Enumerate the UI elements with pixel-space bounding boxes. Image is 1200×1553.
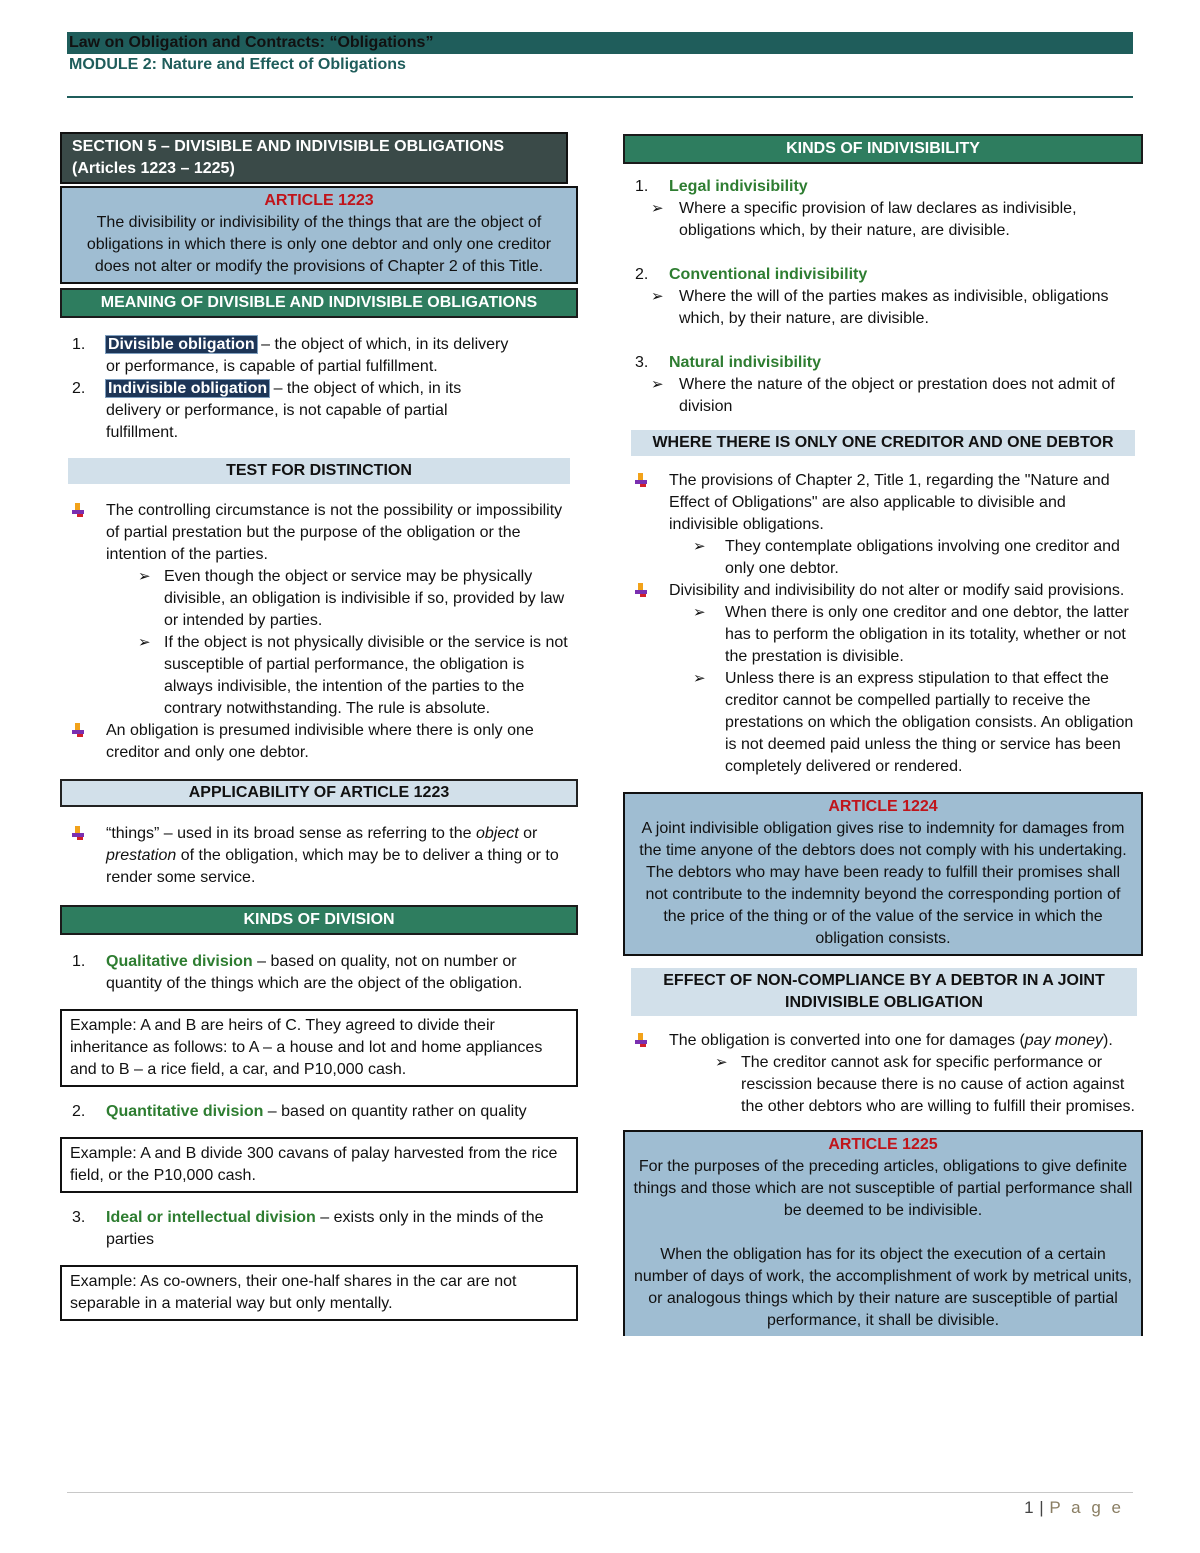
list-item <box>60 378 520 444</box>
term-definition: – the object of which, in its delivery or performance, is not capable of partial fulfillment. <box>106 380 462 441</box>
bullet-text: The controlling circumstance is not the possibility or impossibility of partial prestation but the purpose of the obligation or the intention of the parties. <box>106 502 563 563</box>
colored-bullet-icon <box>72 503 84 517</box>
colored-bullet-icon <box>635 583 647 597</box>
bullet-item <box>623 580 1135 602</box>
term-green: Qualitative division <box>106 953 253 970</box>
sub-bullet-text: Where the will of the parties makes as indivisible, obligations which, by their nature, are divisible. <box>679 288 1109 327</box>
term-green: Ideal or intellectual division <box>106 1209 316 1226</box>
bullet-text: The provisions of Chapter 2, Title 1, regarding the "Nature and Effect of Obligations" are also applicable to divisible and indivisible obligations. <box>669 472 1110 533</box>
list-item <box>623 264 1133 330</box>
list-item <box>60 1207 570 1251</box>
article-1225-title: ARTICLE 1225 <box>828 1136 938 1153</box>
sub-bullet-text: Where the nature of the object or prestation does not admit of division <box>679 376 1115 415</box>
applic-text: of the obligation, which may be to deliver a thing or to render some service. <box>106 847 559 886</box>
page-footer <box>1024 1497 1124 1519</box>
term-green: Natural indivisibility <box>669 354 822 371</box>
item-number: 2. <box>635 266 649 283</box>
section-title <box>60 132 568 184</box>
sub-bullet-item <box>60 566 570 632</box>
kinds-indivisibility-heading: KINDS OF INDIVISIBILITY <box>623 134 1143 164</box>
term-green: Quantitative division <box>106 1103 264 1120</box>
sub-bullet-text: The creditor cannot ask for specific performance or rescission because there is no cause of action against the other debtors who are willing to fulfill their promises. <box>741 1054 1135 1115</box>
left-column <box>60 132 578 1321</box>
sub-bullet-item <box>623 286 1133 330</box>
bullet-text: An obligation is presumed indivisible where there is only one creditor and only one debtor. <box>106 722 534 761</box>
header-module: MODULE 2: Nature and Effect of Obligations <box>69 56 406 73</box>
test-heading: TEST FOR DISTINCTION <box>68 458 570 484</box>
colored-bullet-icon <box>635 1033 647 1047</box>
article-1223-box <box>60 186 578 284</box>
footer-divider <box>67 1492 1133 1493</box>
bullet-item <box>60 720 570 764</box>
term-definition: – based on quality, not on number or quantity of the things which are the object of the obligation. <box>106 953 523 992</box>
effect-content <box>623 1030 1135 1118</box>
indivisibility-list <box>623 176 1133 418</box>
bullet-item <box>623 470 1135 536</box>
division-list <box>60 1101 570 1123</box>
sub-bullet-text: Where a specific provision of law declares as indivisible, obligations which, by their nature, are divisible. <box>679 200 1077 239</box>
example-box: Example: A and B are heirs of C. They agreed to divide their inheritance as follows: to A – a house and lot and home appliances and to B – a rice field, a car, and P10,000 cash. <box>60 1009 578 1087</box>
item-number: 1. <box>72 953 86 970</box>
applic-emphasis: prestation <box>106 847 177 864</box>
sub-bullet-item <box>623 198 1133 242</box>
term-definition: – based on quantity rather on quality <box>263 1103 527 1120</box>
list-item <box>60 334 520 378</box>
right-column <box>623 132 1143 1336</box>
term-highlight: Indivisible obligation <box>108 380 268 397</box>
item-number: 1. <box>635 178 649 195</box>
sub-bullet-text: Unless there is an express stipulation to that effect the creditor cannot be compelled partially to receive the prestations on which the obligation consists. An obligation is not deemed paid unless the thing or service has been completely delivered or rendered. <box>725 670 1134 775</box>
term-green: Legal indivisibility <box>669 178 808 195</box>
bullet-emphasis: pay money <box>1024 1032 1104 1049</box>
article-1225-p2: When the obligation has for its object the execution of a certain number of days of work, the accomplishment of work by metrical units, or analogous things which by their nature are susceptible of partial performance, it shall be divisible. <box>634 1246 1132 1329</box>
arrow-bullet-icon: ➢ <box>715 1054 728 1071</box>
term-definition: – the object of which, in its delivery or performance, is capable of partial fulfillment. <box>106 336 509 375</box>
item-number: 2. <box>72 380 86 397</box>
one-creditor-heading: WHERE THERE IS ONLY ONE CREDITOR AND ONE DEBTOR <box>631 430 1135 456</box>
arrow-bullet-icon: ➢ <box>651 288 664 305</box>
sub-bullet-item <box>623 536 1135 580</box>
arrow-bullet-icon: ➢ <box>651 200 664 217</box>
arrow-bullet-icon: ➢ <box>693 604 706 621</box>
page-separator: | <box>1039 1498 1045 1517</box>
item-number: 3. <box>72 1209 86 1226</box>
division-list <box>60 951 570 995</box>
meaning-list <box>60 334 520 444</box>
list-item <box>60 1101 570 1123</box>
bullet-text: ). <box>1103 1032 1113 1049</box>
meaning-heading: MEANING OF DIVISIBLE AND INDIVISIBLE OBLIGATIONS <box>60 288 578 318</box>
page-word: P a g e <box>1049 1498 1124 1517</box>
header-title: Law on Obligation and Contracts: “Obligations” <box>67 32 1133 54</box>
sub-bullet-text: Even though the object or service may be physically divisible, an obligation is indivisible if so, provided by law or intended by parties. <box>164 568 565 629</box>
kinds-division-heading: KINDS OF DIVISION <box>60 905 578 935</box>
test-content <box>60 500 570 764</box>
list-item <box>623 176 1133 242</box>
bullet-item <box>623 1030 1135 1052</box>
article-1223-text: The divisibility or indivisibility of the things that are the object of obligations in which there is only one debtor and only one creditor does not alter or modify the provisions of Chapter 2 of this Title. <box>86 214 552 275</box>
item-number: 3. <box>635 354 649 371</box>
header-divider <box>67 96 1133 98</box>
sub-bullet-item <box>623 668 1135 778</box>
arrow-bullet-icon: ➢ <box>138 568 151 585</box>
article-1224-title: ARTICLE 1224 <box>828 798 938 815</box>
section-title-line1: SECTION 5 – DIVISIBLE AND INDIVISIBLE OBLIGATIONS <box>72 138 505 155</box>
term-highlight: Divisible obligation <box>108 336 255 353</box>
sub-bullet-text: When there is only one creditor and one debtor, the latter has to perform the obligation in its totality, whether or not the prestation is divisible. <box>725 604 1129 665</box>
list-item <box>60 951 570 995</box>
applic-text: or <box>518 825 538 842</box>
article-1224-text: A joint indivisible obligation gives rise to indemnity for damages from the time anyone of the debtors does not comply with his undertaking. The debtors who may have been ready to fulfill their promises shall not contribute to the indemnity beyond the corresponding portion of the price of the thing or of the value of the service in which the obligation consists. <box>639 820 1127 947</box>
applic-emphasis: object <box>475 825 519 842</box>
article-1225-box <box>623 1130 1143 1336</box>
bullet-item <box>60 823 570 889</box>
section-title-line2: (Articles 1223 – 1225) <box>72 160 235 177</box>
one-creditor-content <box>623 470 1135 778</box>
sub-bullet-item <box>623 602 1135 668</box>
example-box: Example: A and B divide 300 cavans of palay harvested from the rice field, or the P10,000 cash. <box>60 1137 578 1193</box>
division-list <box>60 1207 570 1251</box>
item-number: 1. <box>72 336 86 353</box>
term-definition: – exists only in the minds of the parties <box>106 1209 544 1248</box>
colored-bullet-icon <box>72 826 84 840</box>
bullet-text: Divisibility and indivisibility do not alter or modify said provisions. <box>669 582 1125 599</box>
sub-bullet-item <box>60 632 570 720</box>
article-1224-box <box>623 792 1143 956</box>
arrow-bullet-icon: ➢ <box>651 376 664 393</box>
list-item <box>623 352 1133 418</box>
sub-bullet-text: If the object is not physically divisible or the service is not susceptible of partial performance, the obligation is always indivisible, the intention of the parties to the contrary notwithstanding. The rule is absolute. <box>164 634 568 717</box>
sub-bullet-item <box>623 374 1133 418</box>
arrow-bullet-icon: ➢ <box>693 670 706 687</box>
article-1223-title: ARTICLE 1223 <box>264 192 374 209</box>
term-green: Conventional indivisibility <box>669 266 868 283</box>
bullet-item <box>60 500 570 566</box>
effect-heading: EFFECT OF NON-COMPLIANCE BY A DEBTOR IN A JOINT INDIVISIBLE OBLIGATION <box>631 968 1137 1016</box>
arrow-bullet-icon: ➢ <box>693 538 706 555</box>
example-box: Example: As co-owners, their one-half shares in the car are not separable in a material way but only mentally. <box>60 1265 578 1321</box>
arrow-bullet-icon: ➢ <box>138 634 151 651</box>
colored-bullet-icon <box>72 723 84 737</box>
sub-bullet-text: They contemplate obligations involving one creditor and only one debtor. <box>725 538 1120 577</box>
colored-bullet-icon <box>635 473 647 487</box>
applicability-content <box>60 823 570 889</box>
item-number: 2. <box>72 1103 86 1120</box>
sub-bullet-item <box>623 1052 1135 1118</box>
article-1225-p1: For the purposes of the preceding articles, obligations to give definite things and those which are not susceptible of partial performance shall be deemed to be indivisible. <box>633 1158 1133 1219</box>
applicability-heading: APPLICABILITY OF ARTICLE 1223 <box>60 779 578 807</box>
page-number: 1 <box>1024 1498 1035 1517</box>
applic-text: “things” – used in its broad sense as referring to the <box>106 825 476 842</box>
bullet-text: The obligation is converted into one for damages ( <box>669 1032 1025 1049</box>
